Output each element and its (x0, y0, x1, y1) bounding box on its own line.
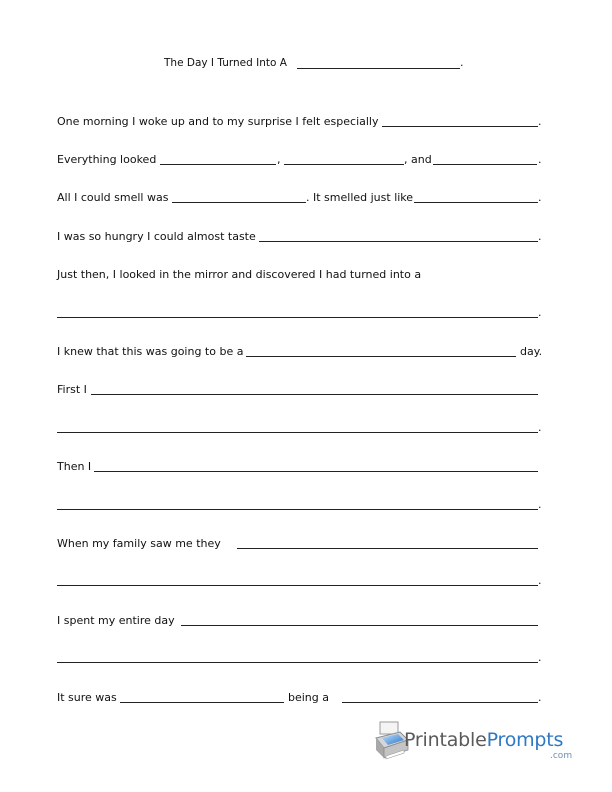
title-blank[interactable] (297, 68, 460, 69)
smelled-like-blank[interactable] (414, 202, 538, 203)
sure-was-blank[interactable] (120, 702, 284, 703)
prompt-looked-text: Everything looked (57, 153, 157, 166)
spent-day-blank-2[interactable] (57, 662, 538, 663)
looked-blank-3[interactable] (433, 164, 537, 165)
feeling-blank[interactable] (382, 126, 538, 127)
mirror-blank[interactable] (57, 317, 538, 318)
day-kind-blank[interactable] (246, 356, 516, 357)
first-blank-2[interactable] (57, 432, 538, 433)
prompt-first-text: First I (57, 383, 87, 396)
prompt-spent-day-text: I spent my entire day (57, 614, 175, 627)
title-text: The Day I Turned Into A (164, 57, 287, 69)
prompt-mirror-text: Just then, I looked in the mirror and discovered I had turned into a (57, 268, 422, 281)
looked-blank-2[interactable] (284, 164, 404, 165)
prompt-family-text: When my family saw me they (57, 537, 221, 550)
being-a-blank[interactable] (342, 702, 538, 703)
prompt-sure-was-text: It sure was (57, 691, 117, 704)
looked-blank-1[interactable] (160, 164, 276, 165)
prompt-feeling-text: One morning I woke up and to my surprise I felt especially (57, 115, 379, 128)
prompt-taste-text: I was so hungry I could almost taste (57, 230, 256, 243)
prompt-smell-text: All I could smell was (57, 191, 169, 204)
printableprompts-logo (374, 718, 586, 766)
first-blank-1[interactable] (91, 394, 538, 395)
logo-wordmark: PrintablePrompts (404, 729, 564, 751)
family-blank-1[interactable] (237, 548, 538, 549)
logo-suffix: .com (550, 751, 573, 761)
taste-blank[interactable] (259, 241, 538, 242)
prompt-then-text: Then I (57, 460, 92, 473)
prompt-day-kind-text: I knew that this was going to be a (57, 345, 244, 358)
spent-day-blank-1[interactable] (181, 625, 538, 626)
then-blank-1[interactable] (94, 471, 538, 472)
family-blank-2[interactable] (57, 585, 538, 586)
smell-blank[interactable] (172, 202, 306, 203)
then-blank-2[interactable] (57, 509, 538, 510)
